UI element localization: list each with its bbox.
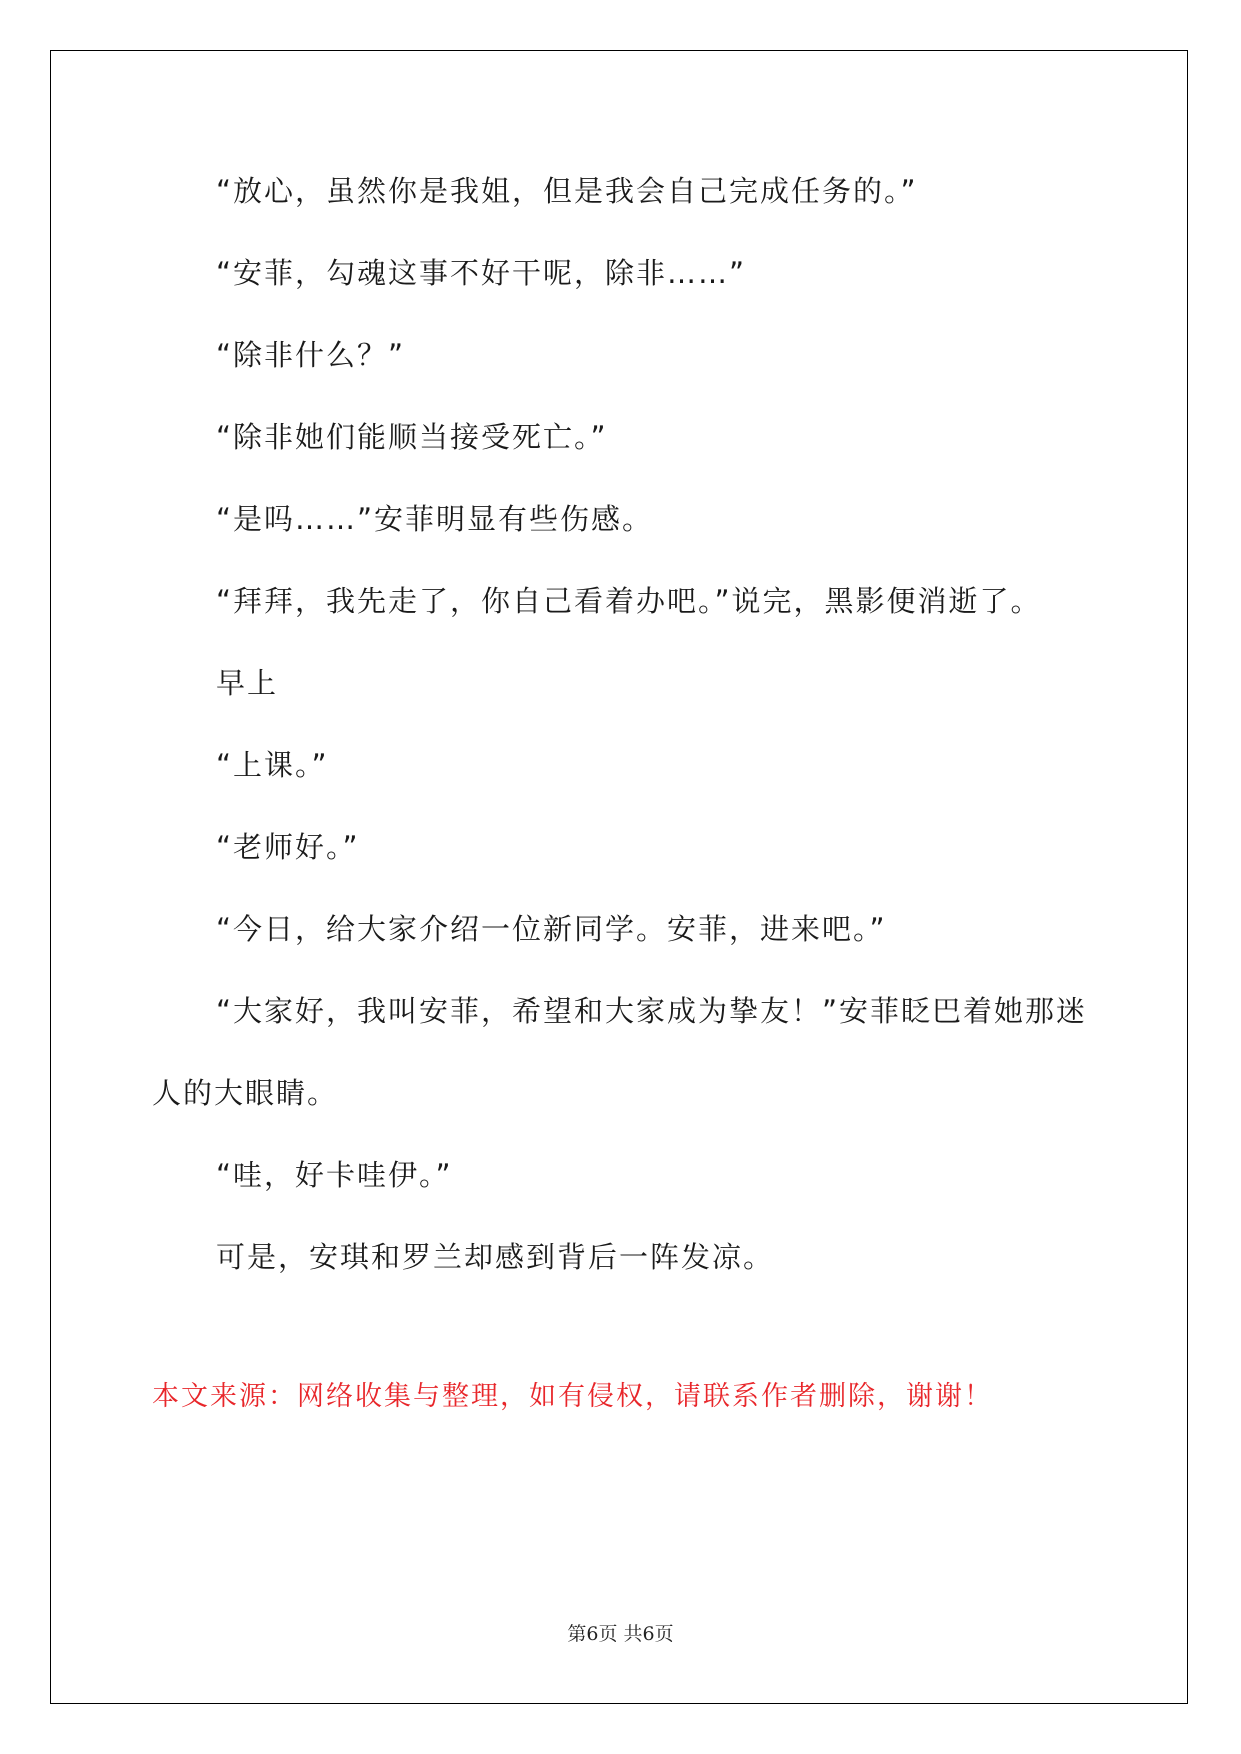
paragraph: “除非她们能顺当接受死亡。” (216, 420, 608, 454)
paragraph: “除非什么？” (216, 338, 406, 372)
page-border (50, 50, 1188, 1704)
paragraph: “哇，好卡哇伊。” (216, 1158, 453, 1192)
paragraph: 可是，安琪和罗兰却感到背后一阵发凉。 (216, 1240, 775, 1274)
page-number: 第6页 共6页 (567, 1623, 674, 1645)
paragraph: 早上 (216, 666, 279, 700)
paragraph: “今日，给大家介绍一位新同学。安菲，进来吧。” (216, 912, 887, 946)
paragraph: “大家好，我叫安菲，希望和大家成为挚友！”安菲眨巴着她那迷人的大眼睛。 (152, 994, 1088, 1110)
paragraph: “老师好。” (216, 830, 360, 864)
source-note: 本文来源：网络收集与整理，如有侵权，请联系作者删除，谢谢！ (152, 1381, 993, 1412)
paragraph: “放心，虽然你是我姐，但是我会自己完成任务的。” (216, 174, 918, 208)
paragraph: “上课。” (216, 748, 329, 782)
paragraph: “安菲，勾魂这事不好干呢，除非……” (216, 256, 747, 290)
paragraph: “是吗……”安菲明显有些伤感。 (216, 502, 654, 536)
paragraph: “拜拜，我先走了，你自己看着办吧。”说完，黑影便消逝了。 (216, 584, 1042, 618)
